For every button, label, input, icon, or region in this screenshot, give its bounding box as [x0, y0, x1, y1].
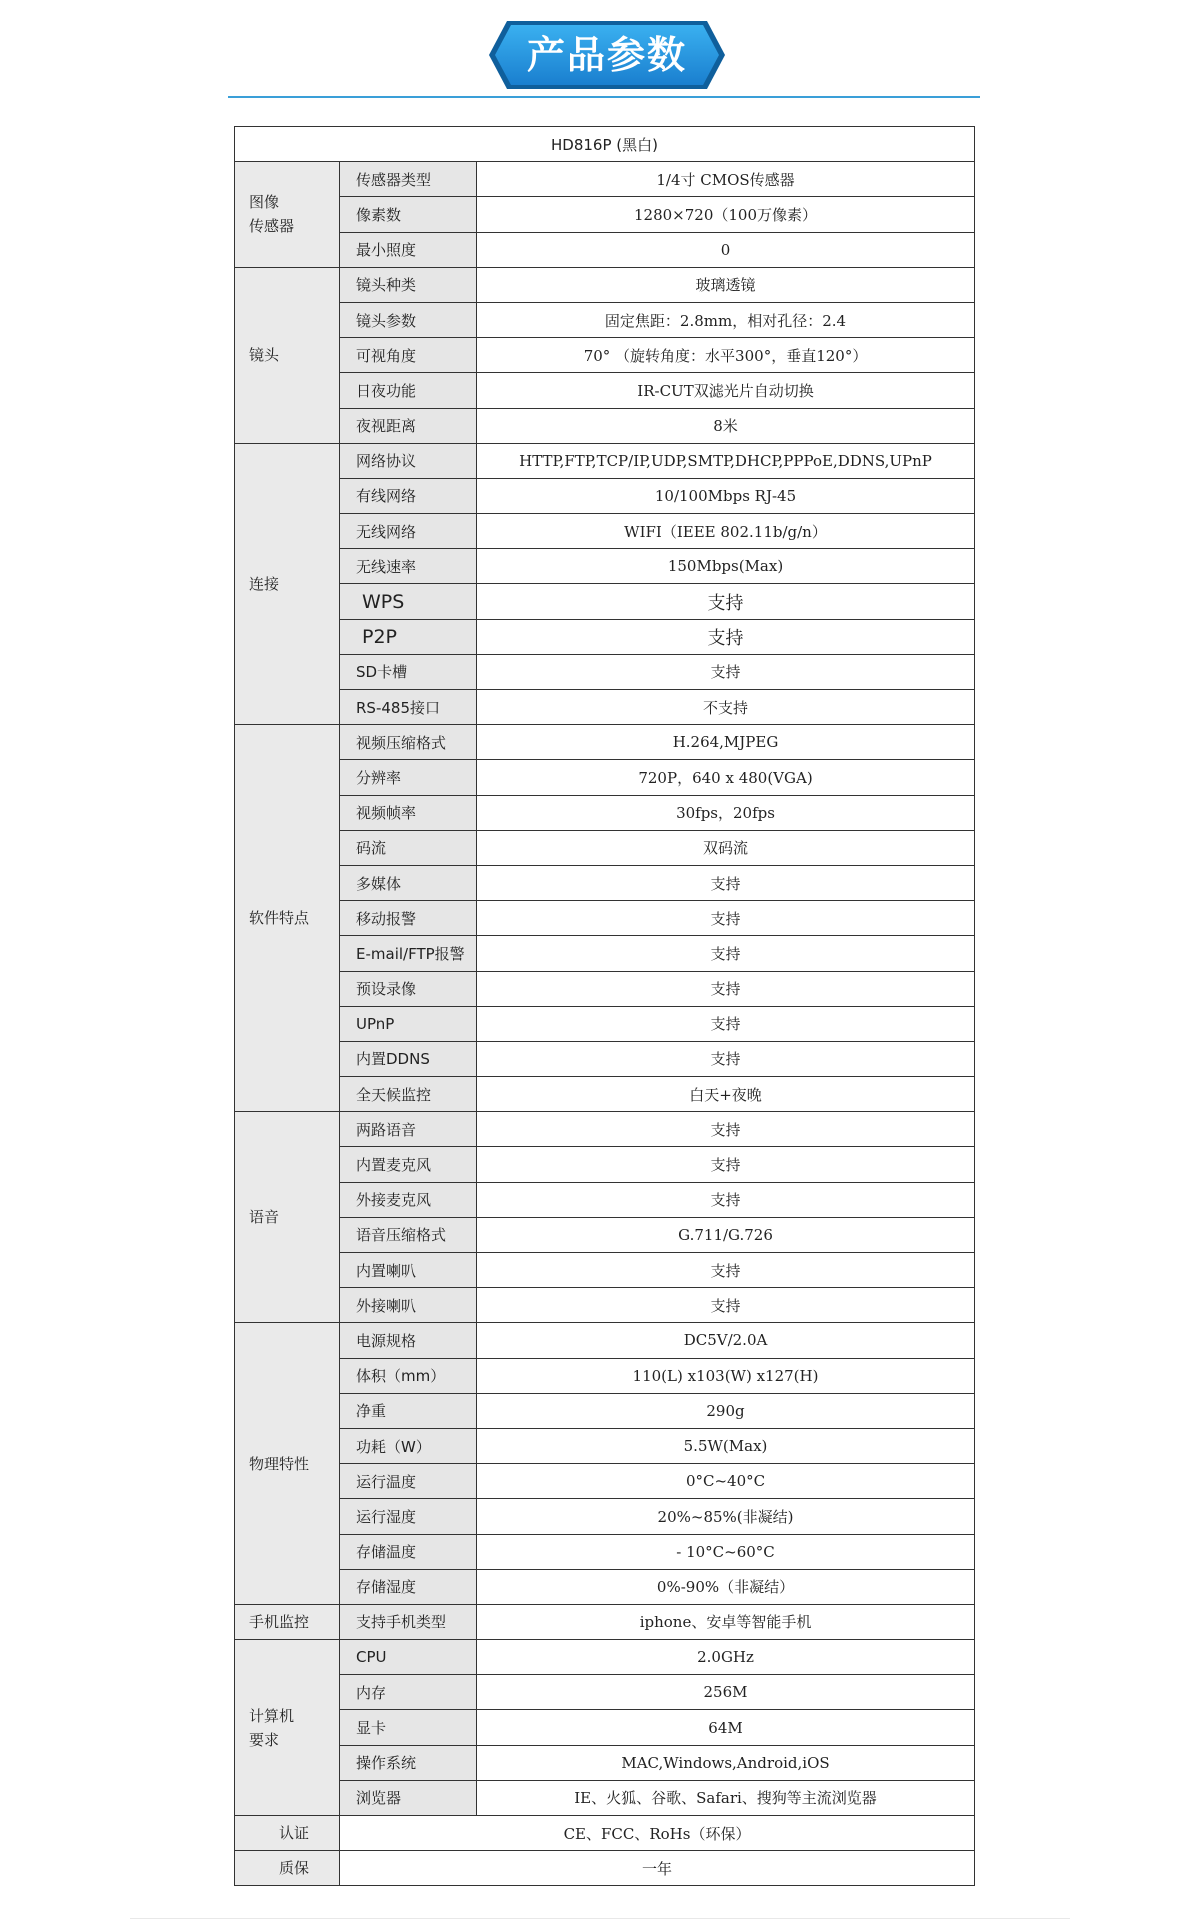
spec-name: 内置麦克风: [340, 1147, 477, 1182]
spec-value: 支持: [477, 1112, 975, 1147]
spec-value: 固定焦距：2.8mm，相对孔径：2.4: [477, 302, 975, 337]
spec-name: 像素数: [340, 197, 477, 232]
spec-name: 体积（mm）: [340, 1358, 477, 1393]
spec-value: 5.5W(Max): [477, 1428, 975, 1463]
spec-name: 操作系统: [340, 1745, 477, 1780]
spec-name: CPU: [340, 1640, 477, 1675]
title-banner: [487, 18, 727, 92]
table-row: [235, 1393, 975, 1428]
table-row: [235, 1604, 975, 1639]
spec-name: 分辨率: [340, 760, 477, 795]
spec-value: 玻璃透镜: [477, 267, 975, 302]
spec-name: 预设录像: [340, 971, 477, 1006]
spec-value: CE、FCC、RoHs（环保）: [340, 1816, 975, 1851]
table-row: [235, 1428, 975, 1463]
spec-name: 视频压缩格式: [340, 725, 477, 760]
table-row: [235, 549, 975, 584]
banner-title: 产品参数: [526, 33, 687, 77]
spec-name: 运行湿度: [340, 1499, 477, 1534]
spec-value: 64M: [477, 1710, 975, 1745]
spec-value: 290g: [477, 1393, 975, 1428]
spec-name: 码流: [340, 830, 477, 865]
divider: [130, 1918, 1070, 1919]
spec-value: 10/100Mbps RJ-45: [477, 478, 975, 513]
spec-value: DC5V/2.0A: [477, 1323, 975, 1358]
spec-value: 支持: [477, 936, 975, 971]
spec-value: G.711/G.726: [477, 1217, 975, 1252]
table-row: [235, 443, 975, 478]
spec-value: IR-CUT双滤光片自动切换: [477, 373, 975, 408]
spec-name: 夜视距离: [340, 408, 477, 443]
spec-value: 支持: [477, 971, 975, 1006]
table-row: [235, 1464, 975, 1499]
model-title: HD816P (黑白): [235, 127, 975, 162]
category-label: 质保: [235, 1851, 340, 1886]
table-row: [235, 584, 975, 619]
spec-name: 语音压缩格式: [340, 1217, 477, 1252]
spec-name: 内置DDNS: [340, 1041, 477, 1076]
table-row: [235, 514, 975, 549]
spec-name: 外接麦克风: [340, 1182, 477, 1217]
table-row: [235, 1745, 975, 1780]
table-row: [235, 1499, 975, 1534]
spec-name: 传感器类型: [340, 162, 477, 197]
spec-name: 最小照度: [340, 232, 477, 267]
category-label: 物理特性: [235, 1323, 340, 1605]
spec-name: 运行温度: [340, 1464, 477, 1499]
table-row: [235, 619, 975, 654]
spec-value: 白天+夜晚: [477, 1077, 975, 1112]
table-row: [235, 373, 975, 408]
spec-name: 存储温度: [340, 1534, 477, 1569]
table-row: [235, 865, 975, 900]
spec-value: 不支持: [477, 690, 975, 725]
spec-value: 支持: [477, 1147, 975, 1182]
spec-value: 110(L) x103(W) x127(H): [477, 1358, 975, 1393]
spec-value: iphone、安卓等智能手机: [477, 1604, 975, 1639]
spec-value: 支持: [477, 1182, 975, 1217]
spec-name: SD卡槽: [340, 654, 477, 689]
table-row: [235, 408, 975, 443]
spec-name: 镜头参数: [340, 302, 477, 337]
table-row: [235, 162, 975, 197]
category-label: 手机监控: [235, 1604, 340, 1639]
spec-name: E-mail/FTP报警: [340, 936, 477, 971]
spec-name: 镜头种类: [340, 267, 477, 302]
spec-value: MAC,Windows,Android,iOS: [477, 1745, 975, 1780]
spec-value: HTTP,FTP,TCP/IP,UDP,SMTP,DHCP,PPPoE,DDNS,UPnP: [477, 443, 975, 478]
table-row: [235, 232, 975, 267]
spec-name: RS-485接口: [340, 690, 477, 725]
category-label: 认证: [235, 1816, 340, 1851]
spec-value: 0%-90%（非凝结）: [477, 1569, 975, 1604]
spec-value: 70° （旋转角度：水平300°，垂直120°）: [477, 338, 975, 373]
spec-name: UPnP: [340, 1006, 477, 1041]
category-label: 软件特点: [235, 725, 340, 1112]
spec-name: 可视角度: [340, 338, 477, 373]
spec-name: 网络协议: [340, 443, 477, 478]
spec-value: - 10°C~60°C: [477, 1534, 975, 1569]
spec-value: 支持: [477, 1006, 975, 1041]
spec-value: 1280×720（100万像素）: [477, 197, 975, 232]
spec-name: 有线网络: [340, 478, 477, 513]
spec-name: 浏览器: [340, 1780, 477, 1815]
spec-name: 日夜功能: [340, 373, 477, 408]
spec-name: 两路语音: [340, 1112, 477, 1147]
table-row: [235, 690, 975, 725]
spec-value: 30fps，20fps: [477, 795, 975, 830]
spec-name: 净重: [340, 1393, 477, 1428]
table-row: [235, 1288, 975, 1323]
table-row: [235, 901, 975, 936]
table-row: [235, 760, 975, 795]
spec-name: 内存: [340, 1675, 477, 1710]
category-label: 镜头: [235, 267, 340, 443]
spec-value: 支持: [477, 865, 975, 900]
table-row: [235, 1253, 975, 1288]
spec-value: 256M: [477, 1675, 975, 1710]
table-row: [235, 1112, 975, 1147]
table-row: [235, 654, 975, 689]
table-row: [235, 1816, 975, 1851]
table-row: [235, 1710, 975, 1745]
spec-name: 功耗（W）: [340, 1428, 477, 1463]
spec-name: 无线网络: [340, 514, 477, 549]
spec-name: 视频帧率: [340, 795, 477, 830]
table-row: [235, 1640, 975, 1675]
table-row: [235, 302, 975, 337]
table-row: [235, 1147, 975, 1182]
spec-table: [234, 126, 975, 1886]
spec-name: 内置喇叭: [340, 1253, 477, 1288]
title-underline: [228, 96, 980, 98]
table-row: [235, 795, 975, 830]
spec-value: IE、火狐、谷歌、Safari、搜狗等主流浏览器: [477, 1780, 975, 1815]
table-row: [235, 725, 975, 760]
table-row: [235, 1006, 975, 1041]
spec-name: WPS: [340, 584, 477, 619]
table-row: [235, 1569, 975, 1604]
table-row: [235, 936, 975, 971]
table-row: [235, 1041, 975, 1076]
table-row: [235, 1851, 975, 1886]
spec-value: 2.0GHz: [477, 1640, 975, 1675]
table-row: [235, 1217, 975, 1252]
spec-value: 20%~85%(非凝结): [477, 1499, 975, 1534]
category-label: 计算机 要求: [235, 1640, 340, 1816]
spec-name: P2P: [340, 619, 477, 654]
table-row: [235, 1675, 975, 1710]
table-row: [235, 478, 975, 513]
spec-value: 支持: [477, 1041, 975, 1076]
table-row: [235, 1182, 975, 1217]
spec-value: 8米: [477, 408, 975, 443]
spec-name: 无线速率: [340, 549, 477, 584]
spec-value: 支持: [477, 1253, 975, 1288]
spec-value: 一年: [340, 1851, 975, 1886]
table-row: [235, 267, 975, 302]
spec-name: 存储湿度: [340, 1569, 477, 1604]
spec-name: 显卡: [340, 1710, 477, 1745]
spec-value: 支持: [477, 901, 975, 936]
spec-value: 0°C~40°C: [477, 1464, 975, 1499]
table-row: [235, 1323, 975, 1358]
table-row: [235, 197, 975, 232]
spec-name: 移动报警: [340, 901, 477, 936]
table-row: [235, 1534, 975, 1569]
category-label: 图像 传感器: [235, 162, 340, 268]
category-label: 连接: [235, 443, 340, 725]
spec-value: 支持: [477, 654, 975, 689]
table-row: [235, 1077, 975, 1112]
spec-value: 双码流: [477, 830, 975, 865]
spec-name: 支持手机类型: [340, 1604, 477, 1639]
spec-value: 1/4寸 CMOS传感器: [477, 162, 975, 197]
table-row: [235, 1780, 975, 1815]
table-row: [235, 338, 975, 373]
table-title-row: [235, 127, 975, 162]
table-row: [235, 830, 975, 865]
spec-value: 支持: [477, 1288, 975, 1323]
table-row: [235, 1358, 975, 1393]
spec-value: 支持: [477, 584, 975, 619]
spec-value: WIFI（IEEE 802.11b/g/n）: [477, 514, 975, 549]
table-row: [235, 971, 975, 1006]
spec-name: 外接喇叭: [340, 1288, 477, 1323]
spec-name: 电源规格: [340, 1323, 477, 1358]
spec-value: 720P，640 x 480(VGA): [477, 760, 975, 795]
spec-value: 支持: [477, 619, 975, 654]
spec-value: 150Mbps(Max): [477, 549, 975, 584]
category-label: 语音: [235, 1112, 340, 1323]
spec-value: H.264,MJPEG: [477, 725, 975, 760]
spec-name: 多媒体: [340, 865, 477, 900]
spec-name: 全天候监控: [340, 1077, 477, 1112]
spec-value: 0: [477, 232, 975, 267]
